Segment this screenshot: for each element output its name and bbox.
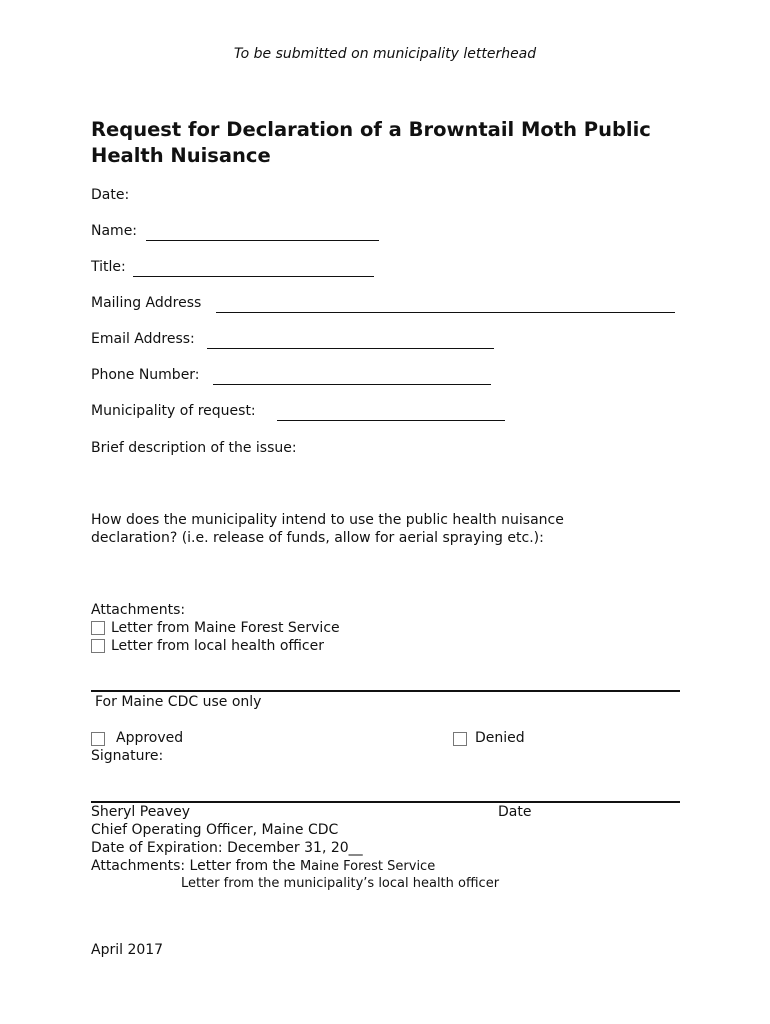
footer-date: April 2017 [91,942,164,958]
brief-description-label: Brief description of the issue: [91,440,297,456]
document-title: Request for Declaration of a Browntail Moth Public Health Nuisance [91,118,651,167]
phone-field[interactable] [213,384,491,385]
forest-service-label: Letter from Maine Forest Service [111,620,340,636]
approved-checkbox[interactable] [91,732,105,746]
cdc-attachments-prefix: Attachments: Letter from the [91,858,300,874]
health-officer-checkbox[interactable] [91,639,105,653]
cdc-attachments-line [91,858,435,874]
letterhead-note: To be submitted on municipality letterhead [233,46,537,62]
denied-checkbox[interactable] [453,732,467,746]
health-officer-label: Letter from local health officer [111,638,325,654]
question-line-2: declaration? (i.e. release of funds, allow for aerial spraying etc.): [91,530,544,546]
mailing-field[interactable] [216,312,675,313]
email-label: Email Address: [91,331,195,347]
signature-label: Signature: [91,748,164,764]
title-label: Title: [91,259,126,275]
cdc-attachment-health: Letter from the municipality’s local health officer [181,876,500,891]
phone-label: Phone Number: [91,367,200,383]
municipality-field[interactable] [277,420,505,421]
signer-role: Chief Operating Officer, Maine CDC [91,822,339,838]
section-divider [91,690,680,692]
forest-service-checkbox[interactable] [91,621,105,635]
signer-name: Sheryl Peavey [91,804,191,820]
denied-label: Denied [475,730,525,746]
cdc-attachment-forest: Maine Forest Service [299,859,436,874]
attachments-heading: Attachments: [91,602,186,618]
cdc-heading: For Maine CDC use only [95,694,262,710]
approved-label: Approved [116,730,184,746]
date-caption: Date [498,804,532,820]
date-label: Date: [91,187,130,203]
municipality-label: Municipality of request: [91,403,256,419]
name-label: Name: [91,223,138,239]
question-line-1: How does the municipality intend to use the public health nuisance [91,512,564,528]
mailing-label: Mailing Address [91,295,202,311]
expiration-date: Date of Expiration: December 31, 20__ [91,840,363,856]
email-field[interactable] [207,348,494,349]
title-field[interactable] [133,276,374,277]
signature-line[interactable] [91,801,680,803]
name-field[interactable] [146,240,379,241]
